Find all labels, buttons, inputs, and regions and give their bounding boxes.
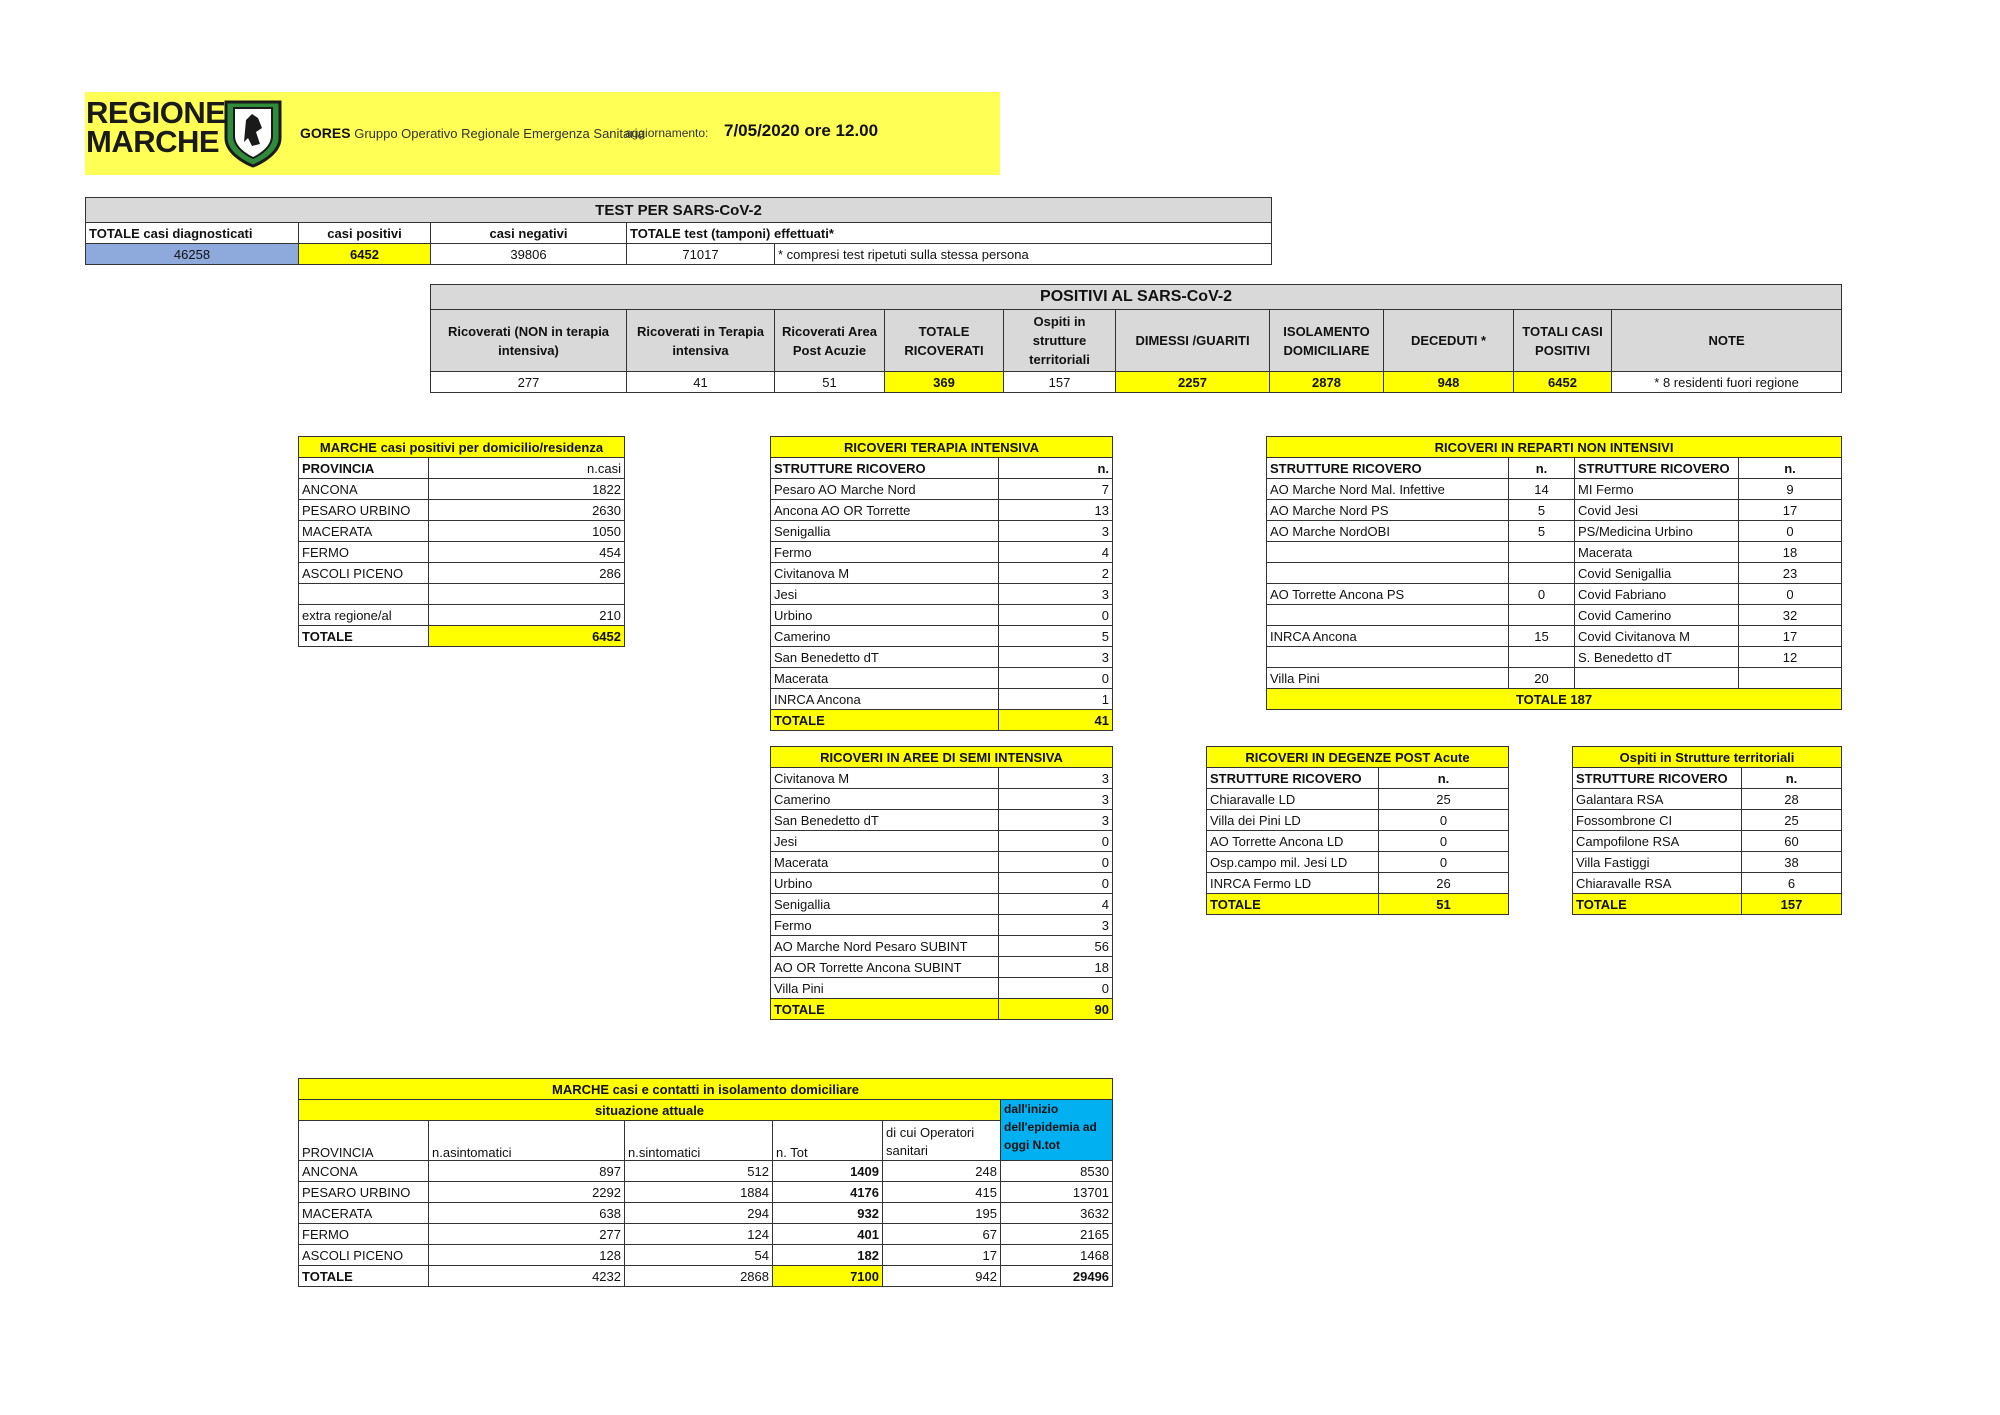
terapia-total: 41 <box>999 710 1113 731</box>
semi-n: 18 <box>999 957 1113 978</box>
positivi-v8: 948 <box>1384 372 1514 393</box>
nonint-b: Covid Camerino <box>1575 605 1739 626</box>
positivi-v4: 369 <box>885 372 1004 393</box>
test-v-totale: 46258 <box>86 244 299 265</box>
table-row <box>771 852 1113 873</box>
ospiti-n: 6 <box>1742 873 1842 894</box>
semi-n: 0 <box>999 831 1113 852</box>
iso-sint: 294 <box>625 1203 773 1224</box>
test-table <box>85 197 1272 265</box>
provincia-total: 6452 <box>429 626 625 647</box>
logo-line-2: MARCHE <box>86 124 220 159</box>
iso-sint: 1884 <box>625 1182 773 1203</box>
iso-sint: 124 <box>625 1224 773 1245</box>
provincia-name <box>299 584 429 605</box>
nonint-h-n-b: n. <box>1739 458 1842 479</box>
iso-oper: 17 <box>883 1245 1001 1266</box>
iso-inizio: 13701 <box>1001 1182 1113 1203</box>
ospiti-name: Villa Fastiggi <box>1573 852 1742 873</box>
iso-oper: 195 <box>883 1203 1001 1224</box>
nonint-a: AO Marche Nord Mal. Infettive <box>1267 479 1509 500</box>
nonint-a <box>1267 605 1509 626</box>
terapia-n: 3 <box>999 584 1113 605</box>
semi-n: 56 <box>999 936 1113 957</box>
nonint-bn: 17 <box>1739 626 1842 647</box>
provincia-h-n: n.casi <box>429 458 625 479</box>
semi-n: 3 <box>999 915 1113 936</box>
nonint-b <box>1575 668 1739 689</box>
nonint-b: Macerata <box>1575 542 1739 563</box>
nonint-bn: 9 <box>1739 479 1842 500</box>
table-row <box>1267 542 1842 563</box>
ospiti-total-label: TOTALE <box>1573 894 1742 915</box>
provincia-name: MACERATA <box>299 521 429 542</box>
semi-title: RICOVERI IN AREE DI SEMI INTENSIVA <box>771 747 1113 768</box>
table-row <box>299 605 625 626</box>
table-row <box>771 810 1113 831</box>
iso-asint: 2292 <box>429 1182 625 1203</box>
iso-total-name: TOTALE <box>299 1266 429 1287</box>
ospiti-name: Campofilone RSA <box>1573 831 1742 852</box>
logo-line-1: REGIONE <box>86 95 226 130</box>
table-row <box>1207 831 1509 852</box>
iso-tot: 401 <box>773 1224 883 1245</box>
table-row <box>771 768 1113 789</box>
positivi-h6: DIMESSI /GUARITI <box>1116 310 1270 372</box>
table-row <box>771 831 1113 852</box>
table-row <box>1207 852 1509 873</box>
table-row <box>1267 605 1842 626</box>
positivi-v2: 41 <box>627 372 775 393</box>
table-row <box>771 563 1113 584</box>
nonint-bn: 12 <box>1739 647 1842 668</box>
isolamento-h-oper: di cui Operatori sanitari <box>883 1121 1001 1161</box>
positivi-title: POSITIVI AL SARS-CoV-2 <box>431 285 1842 310</box>
nonint-an: 5 <box>1509 521 1575 542</box>
provincia-n: 1050 <box>429 521 625 542</box>
iso-total-tot: 7100 <box>773 1266 883 1287</box>
nonint-bn: 0 <box>1739 584 1842 605</box>
nonint-b: Covid Fabriano <box>1575 584 1739 605</box>
terapia-n: 0 <box>999 605 1113 626</box>
provincia-name: FERMO <box>299 542 429 563</box>
test-v-pos: 6452 <box>299 244 431 265</box>
postacute-h-str: STRUTTURE RICOVERO <box>1207 768 1379 789</box>
provincia-n <box>429 584 625 605</box>
semi-table <box>770 746 1113 1020</box>
terapia-name: Jesi <box>771 584 999 605</box>
nonint-bn: 23 <box>1739 563 1842 584</box>
semi-name: AO OR Torrette Ancona SUBINT <box>771 957 999 978</box>
table-row <box>1267 647 1842 668</box>
test-h-totale: TOTALE casi diagnosticati <box>86 223 299 244</box>
test-h-pos: casi positivi <box>299 223 431 244</box>
table-row <box>771 542 1113 563</box>
nonint-a <box>1267 647 1509 668</box>
semi-name: Fermo <box>771 915 999 936</box>
positivi-h5: Ospiti in strutture territoriali <box>1004 310 1116 372</box>
provincia-n: 286 <box>429 563 625 584</box>
postacute-h-n: n. <box>1379 768 1509 789</box>
iso-sint: 54 <box>625 1245 773 1266</box>
semi-total-label: TOTALE <box>771 999 999 1020</box>
terapia-total-label: TOTALE <box>771 710 999 731</box>
semi-name: Civitanova M <box>771 768 999 789</box>
provincia-table <box>298 436 625 647</box>
positivi-h3: Ricoverati Area Post Acuzie <box>775 310 885 372</box>
semi-total: 90 <box>999 999 1113 1020</box>
provincia-n: 454 <box>429 542 625 563</box>
positivi-h9: TOTALI CASI POSITIVI <box>1514 310 1612 372</box>
table-row <box>299 542 625 563</box>
table-row <box>771 668 1113 689</box>
table-row <box>1267 668 1842 689</box>
semi-n: 3 <box>999 768 1113 789</box>
ospiti-n: 60 <box>1742 831 1842 852</box>
nonint-an: 14 <box>1509 479 1575 500</box>
isolamento-h-prov: PROVINCIA <box>299 1121 429 1161</box>
nonint-total: TOTALE 187 <box>1267 689 1842 710</box>
table-row <box>771 978 1113 999</box>
iso-total-asint: 4232 <box>429 1266 625 1287</box>
table-row <box>771 605 1113 626</box>
nonint-b: PS/Medicina Urbino <box>1575 521 1739 542</box>
nonint-an: 15 <box>1509 626 1575 647</box>
table-row <box>771 521 1113 542</box>
iso-asint: 277 <box>429 1224 625 1245</box>
table-row <box>771 957 1113 978</box>
terapia-h-str: STRUTTURE RICOVERO <box>771 458 999 479</box>
positivi-h10: NOTE <box>1612 310 1842 372</box>
isolamento-h-tot: n. Tot <box>773 1121 883 1161</box>
table-row <box>771 936 1113 957</box>
terapia-name: Senigallia <box>771 521 999 542</box>
terapia-n: 5 <box>999 626 1113 647</box>
provincia-name: ASCOLI PICENO <box>299 563 429 584</box>
iso-total-inizio: 29496 <box>1001 1266 1113 1287</box>
org-label <box>300 125 645 141</box>
terapia-name: Pesaro AO Marche Nord <box>771 479 999 500</box>
ospiti-n: 28 <box>1742 789 1842 810</box>
postacute-title: RICOVERI IN DEGENZE POST Acute <box>1207 747 1509 768</box>
provincia-title: MARCHE casi positivi per domicilio/residenza <box>299 437 625 458</box>
semi-n: 3 <box>999 789 1113 810</box>
terapia-n: 0 <box>999 668 1113 689</box>
iso-inizio: 1468 <box>1001 1245 1113 1266</box>
test-v-neg: 39806 <box>431 244 627 265</box>
nonint-bn: 18 <box>1739 542 1842 563</box>
table-row <box>771 626 1113 647</box>
nonint-bn: 32 <box>1739 605 1842 626</box>
nonint-b: Covid Civitanova M <box>1575 626 1739 647</box>
positivi-v10: * 8 residenti fuori regione <box>1612 372 1842 393</box>
nonint-b: Covid Jesi <box>1575 500 1739 521</box>
iso-inizio: 3632 <box>1001 1203 1113 1224</box>
nonint-bn: 0 <box>1739 521 1842 542</box>
ospiti-name: Fossombrone CI <box>1573 810 1742 831</box>
ospiti-table <box>1572 746 1842 915</box>
nonint-b: MI Fermo <box>1575 479 1739 500</box>
nonint-b: Covid Senigallia <box>1575 563 1739 584</box>
isolamento-h-asint: n.asintomatici <box>429 1121 625 1161</box>
isolamento-title: MARCHE casi e contatti in isolamento domiciliare <box>299 1079 1113 1100</box>
table-row <box>771 500 1113 521</box>
table-row <box>1573 852 1842 873</box>
postacute-table <box>1206 746 1509 915</box>
nonint-an <box>1509 647 1575 668</box>
postacute-name: Osp.campo mil. Jesi LD <box>1207 852 1379 873</box>
table-row <box>771 894 1113 915</box>
nonint-a <box>1267 563 1509 584</box>
semi-name: San Benedetto dT <box>771 810 999 831</box>
table-row <box>1267 500 1842 521</box>
terapia-name: Camerino <box>771 626 999 647</box>
isolamento-subtitle: situazione attuale <box>299 1100 1001 1121</box>
iso-tot: 182 <box>773 1245 883 1266</box>
table-row <box>771 584 1113 605</box>
iso-tot: 1409 <box>773 1161 883 1182</box>
iso-name: ASCOLI PICENO <box>299 1245 429 1266</box>
table-row <box>771 915 1113 936</box>
semi-n: 0 <box>999 978 1113 999</box>
iso-name: MACERATA <box>299 1203 429 1224</box>
iso-inizio: 8530 <box>1001 1161 1113 1182</box>
positivi-h2: Ricoverati in Terapia intensiva <box>627 310 775 372</box>
table-row <box>771 873 1113 894</box>
iso-name: PESARO URBINO <box>299 1182 429 1203</box>
provincia-h-prov: PROVINCIA <box>299 458 429 479</box>
isolamento-h-sint: n.sintomatici <box>625 1121 773 1161</box>
nonint-an: 0 <box>1509 584 1575 605</box>
table-row <box>1573 831 1842 852</box>
semi-name: Villa Pini <box>771 978 999 999</box>
postacute-n: 0 <box>1379 852 1509 873</box>
nonint-b: S. Benedetto dT <box>1575 647 1739 668</box>
ospiti-title: Ospiti in Strutture territoriali <box>1573 747 1842 768</box>
positivi-v3: 51 <box>775 372 885 393</box>
nonint-title: RICOVERI IN REPARTI NON INTENSIVI <box>1267 437 1842 458</box>
org-full: Gruppo Operativo Regionale Emergenza Sanitaria <box>354 126 645 141</box>
nonint-a: Villa Pini <box>1267 668 1509 689</box>
provincia-name: extra regione/al <box>299 605 429 626</box>
positivi-h1: Ricoverati (NON in terapia intensiva) <box>431 310 627 372</box>
table-row <box>1573 789 1842 810</box>
table-row <box>1207 789 1509 810</box>
table-row <box>1267 479 1842 500</box>
table-row <box>771 789 1113 810</box>
positivi-h8: DECEDUTI * <box>1384 310 1514 372</box>
iso-oper: 67 <box>883 1224 1001 1245</box>
table-row <box>1207 873 1509 894</box>
terapia-name: Macerata <box>771 668 999 689</box>
table-row <box>299 563 625 584</box>
postacute-name: INRCA Fermo LD <box>1207 873 1379 894</box>
nonint-a: AO Marche NordOBI <box>1267 521 1509 542</box>
test-h-neg: casi negativi <box>431 223 627 244</box>
nonint-h-str-a: STRUTTURE RICOVERO <box>1267 458 1509 479</box>
table-row <box>299 584 625 605</box>
ospiti-h-str: STRUTTURE RICOVERO <box>1573 768 1742 789</box>
positivi-h7: ISOLAMENTO DOMICILIARE <box>1270 310 1384 372</box>
table-row <box>299 479 625 500</box>
isolamento-table <box>298 1078 1113 1287</box>
semi-name: Jesi <box>771 831 999 852</box>
iso-tot: 932 <box>773 1203 883 1224</box>
provincia-total-label: TOTALE <box>299 626 429 647</box>
iso-asint: 897 <box>429 1161 625 1182</box>
isolamento-h-inizio: dall'inizio dell'epidemia ad oggi N.tot <box>1001 1100 1113 1161</box>
table-row <box>299 1182 1113 1203</box>
table-row <box>1267 521 1842 542</box>
nonint-an <box>1509 605 1575 626</box>
terapia-n: 13 <box>999 500 1113 521</box>
terapia-table <box>770 436 1113 731</box>
test-h-tamponi: TOTALE test (tamponi) effettuati* <box>627 223 1272 244</box>
table-row <box>1267 584 1842 605</box>
table-row <box>299 521 625 542</box>
positivi-v1: 277 <box>431 372 627 393</box>
terapia-title: RICOVERI TERAPIA INTENSIVA <box>771 437 1113 458</box>
nonint-an <box>1509 542 1575 563</box>
postacute-name: Villa dei Pini LD <box>1207 810 1379 831</box>
semi-name: AO Marche Nord Pesaro SUBINT <box>771 936 999 957</box>
terapia-n: 3 <box>999 521 1113 542</box>
terapia-name: Civitanova M <box>771 563 999 584</box>
table-row-total <box>299 1266 1113 1287</box>
iso-oper: 415 <box>883 1182 1001 1203</box>
terapia-name: Ancona AO OR Torrette <box>771 500 999 521</box>
test-v-tamponi: 71017 <box>627 244 775 265</box>
ospiti-n: 38 <box>1742 852 1842 873</box>
terapia-n: 4 <box>999 542 1113 563</box>
table-row <box>1573 810 1842 831</box>
provincia-n: 1822 <box>429 479 625 500</box>
regione-marche-shield-icon <box>222 98 284 168</box>
table-row <box>299 500 625 521</box>
positivi-v7: 2878 <box>1270 372 1384 393</box>
semi-n: 4 <box>999 894 1113 915</box>
update-label: aggiornamento: <box>625 126 709 140</box>
iso-total-oper: 942 <box>883 1266 1001 1287</box>
postacute-total: 51 <box>1379 894 1509 915</box>
table-row <box>299 1224 1113 1245</box>
semi-name: Senigallia <box>771 894 999 915</box>
postacute-n: 0 <box>1379 810 1509 831</box>
provincia-name: PESARO URBINO <box>299 500 429 521</box>
table-row <box>299 1203 1113 1224</box>
nonint-an: 5 <box>1509 500 1575 521</box>
positivi-table <box>430 284 1842 393</box>
table-row <box>1207 810 1509 831</box>
nonint-h-n-a: n. <box>1509 458 1575 479</box>
nonint-bn: 17 <box>1739 500 1842 521</box>
iso-inizio: 2165 <box>1001 1224 1113 1245</box>
iso-sint: 512 <box>625 1161 773 1182</box>
table-row <box>1267 563 1842 584</box>
semi-n: 3 <box>999 810 1113 831</box>
terapia-n: 7 <box>999 479 1113 500</box>
regione-marche-logo <box>86 95 226 159</box>
org-short: GORES <box>300 125 351 141</box>
provincia-n: 210 <box>429 605 625 626</box>
iso-name: ANCONA <box>299 1161 429 1182</box>
iso-asint: 638 <box>429 1203 625 1224</box>
table-row <box>1573 873 1842 894</box>
ospiti-name: Galantara RSA <box>1573 789 1742 810</box>
table-row <box>771 647 1113 668</box>
table-row <box>771 689 1113 710</box>
postacute-name: Chiaravalle LD <box>1207 789 1379 810</box>
terapia-name: Urbino <box>771 605 999 626</box>
positivi-v5: 157 <box>1004 372 1116 393</box>
nonint-h-str-b: STRUTTURE RICOVERO <box>1575 458 1739 479</box>
iso-name: FERMO <box>299 1224 429 1245</box>
ospiti-h-n: n. <box>1742 768 1842 789</box>
iso-oper: 248 <box>883 1161 1001 1182</box>
postacute-n: 0 <box>1379 831 1509 852</box>
terapia-name: INRCA Ancona <box>771 689 999 710</box>
nonint-an: 20 <box>1509 668 1575 689</box>
semi-name: Urbino <box>771 873 999 894</box>
nonint-a: INRCA Ancona <box>1267 626 1509 647</box>
terapia-n: 1 <box>999 689 1113 710</box>
nonint-a: AO Torrette Ancona PS <box>1267 584 1509 605</box>
iso-total-sint: 2868 <box>625 1266 773 1287</box>
positivi-h4: TOTALE RICOVERATI <box>885 310 1004 372</box>
iso-tot: 4176 <box>773 1182 883 1203</box>
table-row <box>299 1245 1113 1266</box>
table-row <box>299 1161 1113 1182</box>
update-date: 7/05/2020 ore 12.00 <box>724 121 879 140</box>
provincia-name: ANCONA <box>299 479 429 500</box>
test-title: TEST PER SARS-CoV-2 <box>86 198 1272 223</box>
terapia-n: 3 <box>999 647 1113 668</box>
ospiti-name: Chiaravalle RSA <box>1573 873 1742 894</box>
ospiti-total: 157 <box>1742 894 1842 915</box>
terapia-name: Fermo <box>771 542 999 563</box>
semi-name: Camerino <box>771 789 999 810</box>
provincia-n: 2630 <box>429 500 625 521</box>
table-row <box>771 479 1113 500</box>
nonint-table <box>1266 436 1842 710</box>
nonint-bn <box>1739 668 1842 689</box>
positivi-v9: 6452 <box>1514 372 1612 393</box>
test-note: * compresi test ripetuti sulla stessa persona <box>775 244 1272 265</box>
iso-asint: 128 <box>429 1245 625 1266</box>
postacute-n: 25 <box>1379 789 1509 810</box>
positivi-v6: 2257 <box>1116 372 1270 393</box>
terapia-h-n: n. <box>999 458 1113 479</box>
nonint-a: AO Marche Nord PS <box>1267 500 1509 521</box>
table-row <box>1267 626 1842 647</box>
terapia-name: San Benedetto dT <box>771 647 999 668</box>
postacute-n: 26 <box>1379 873 1509 894</box>
semi-name: Macerata <box>771 852 999 873</box>
ospiti-n: 25 <box>1742 810 1842 831</box>
nonint-an <box>1509 563 1575 584</box>
terapia-n: 2 <box>999 563 1113 584</box>
semi-n: 0 <box>999 873 1113 894</box>
postacute-total-label: TOTALE <box>1207 894 1379 915</box>
postacute-name: AO Torrette Ancona LD <box>1207 831 1379 852</box>
semi-n: 0 <box>999 852 1113 873</box>
nonint-a <box>1267 542 1509 563</box>
